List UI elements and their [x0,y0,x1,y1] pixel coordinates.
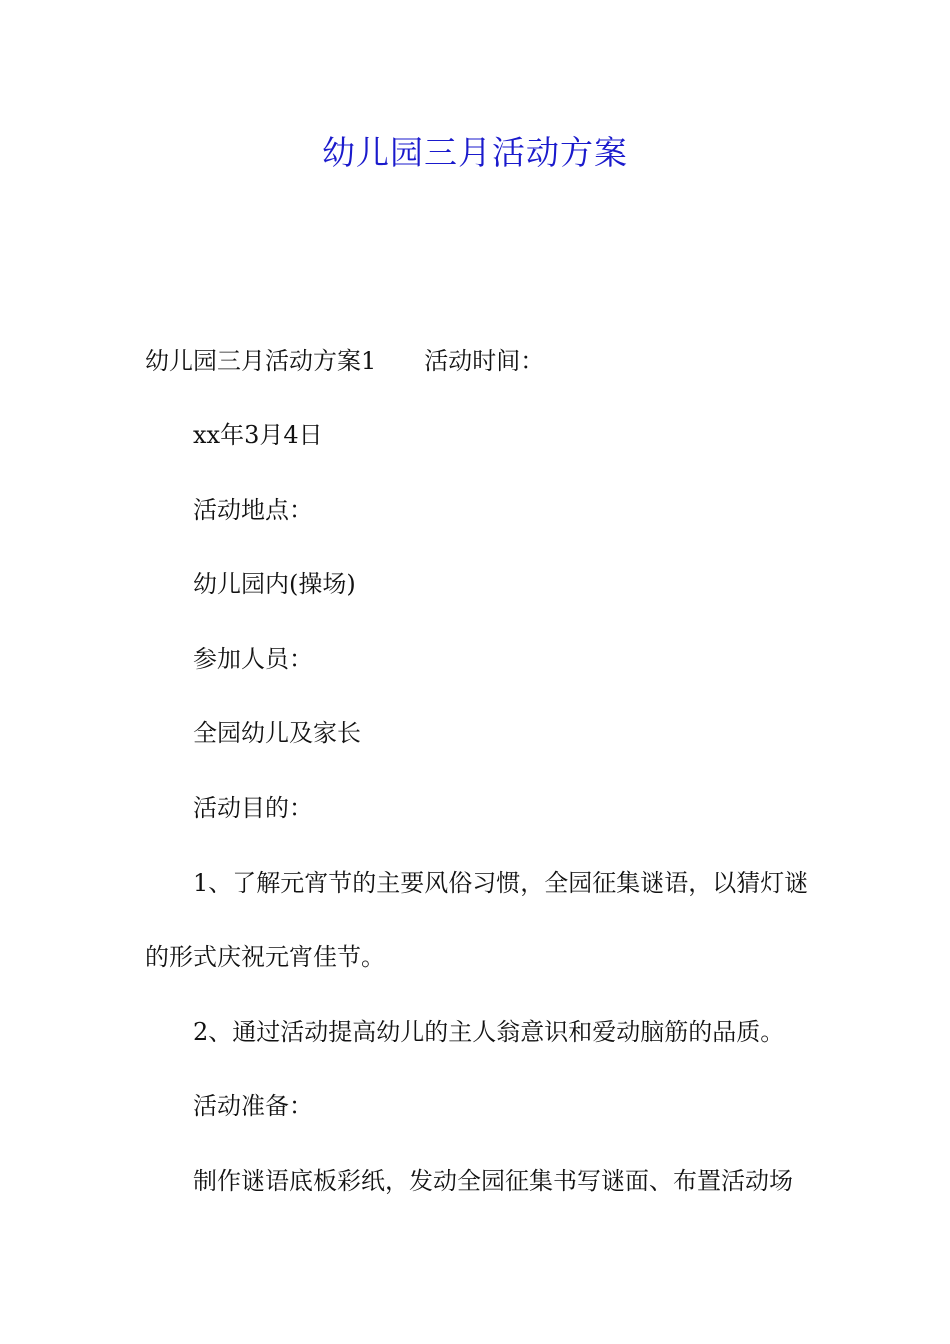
participants-label: 参加人员： [193,645,313,673]
activity-location: 幼儿园内(操场) [193,570,356,598]
activity-time-label: 活动时间： [424,347,545,375]
activity-location-label: 活动地点： [193,496,313,524]
section-heading-line [145,345,544,377]
goal-item-1: 1、了解元宵节的主要风俗习惯，全园征集谜语，以猜灯谜 [193,869,809,897]
document-title: 幼儿园三月活动方案 [322,133,628,172]
preparation-label: 活动准备： [193,1092,313,1120]
participants: 全园幼儿及家长 [193,719,361,747]
goal-item-2: 2、通过活动提高幼儿的主人翁意识和爱动脑筋的品质。 [193,1018,785,1046]
section-subtitle: 幼儿园三月活动方案1 [145,347,377,375]
activity-goal-label: 活动目的： [193,794,313,822]
activity-date: xx年3月4日 [193,421,323,449]
goal-item-1-continued: 的形式庆祝元宵佳节。 [145,943,385,971]
preparation-text: 制作谜语底板彩纸，发动全园征集书写谜面、布置活动场 [193,1167,793,1195]
